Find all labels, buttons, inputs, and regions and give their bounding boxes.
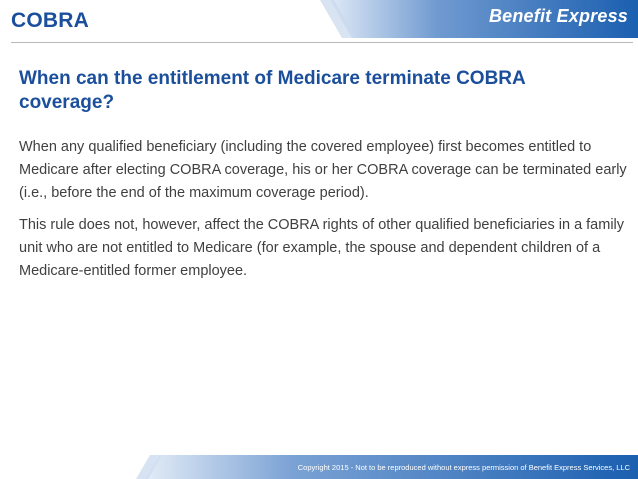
footer-copyright: Copyright 2015 - Not to be reproduced without express permission of Benefit Express Services, LLC bbox=[297, 463, 630, 472]
body-paragraph-2: This rule does not, however, affect the COBRA rights of other qualified beneficiaries in a family unit who are not entitled to Medicare (for example, the spouse and dependent children of a Medicare-entitled former employee. bbox=[19, 217, 625, 279]
header-divider bbox=[11, 42, 633, 43]
slide-heading: When can the entitlement of Medicare terminate COBRA coverage? bbox=[19, 68, 526, 113]
slide-section-title: COBRA bbox=[11, 9, 89, 32]
body-paragraph-1: When any qualified beneficiary (including the covered employee) first becomes entitled to Medicare after electing COBRA coverage, his or her COBRA coverage can be terminated early (i.e., before the end of the maximum coverage period). bbox=[19, 139, 627, 201]
brand-logo-text: Benefit Express bbox=[488, 6, 628, 26]
